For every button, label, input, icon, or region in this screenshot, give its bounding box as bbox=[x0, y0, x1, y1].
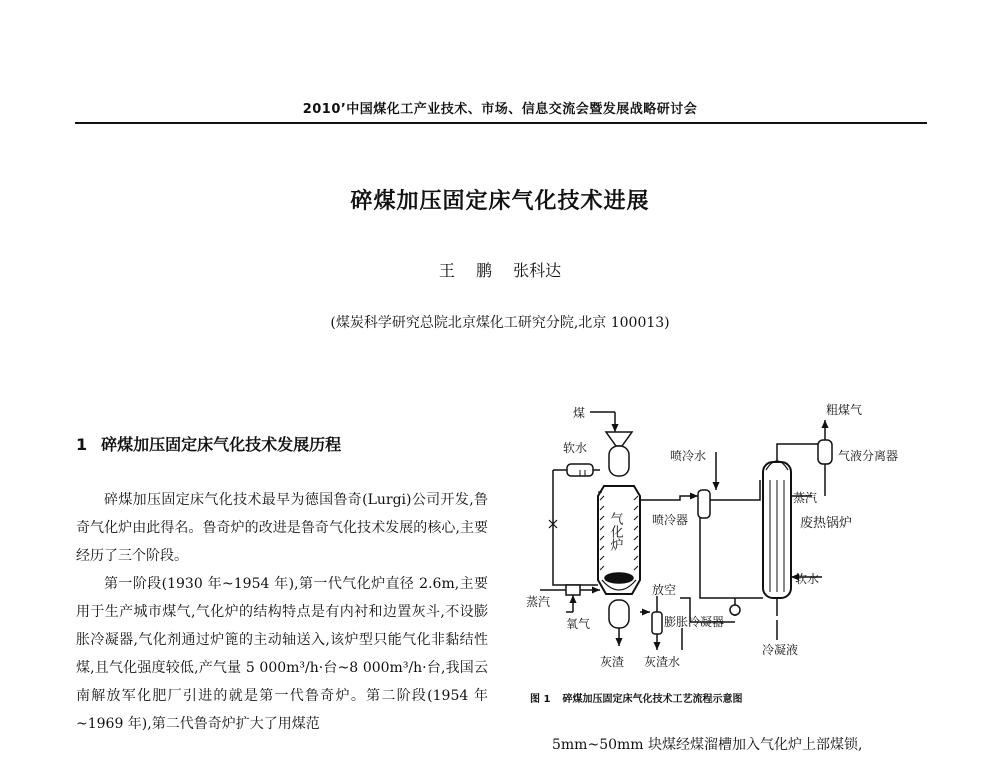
label-gasifier: 气化炉 bbox=[607, 512, 623, 551]
label-crude-gas: 粗煤气 bbox=[826, 403, 863, 417]
ash-lock bbox=[609, 600, 629, 628]
section-number: 1 bbox=[76, 435, 88, 454]
label-steam-right: 蒸汽 bbox=[793, 491, 818, 505]
label-soft-water-right: 软水 bbox=[795, 572, 820, 586]
label-waste-heat-boiler: 废热锅炉 bbox=[800, 516, 853, 531]
coal-lock bbox=[609, 446, 629, 476]
label-expansion-condenser: 膨胀冷凝器 bbox=[664, 615, 725, 629]
label-ash: 灰渣 bbox=[600, 655, 625, 669]
paragraph: 第一阶段(1930 年~1954 年),第一代气化炉直径 2.6m,主要用于生产城市煤气,气化炉的结构特点是有内衬和边置灰斗,不设膨胀冷凝器,气化剂通过炉篦的主动轴送入,该炉型只能气化非黏结性煤,且气化强度较低,产气量 5 000m³/h·台~8 000m³/h·台,我国云南解放军化肥厂引进的就是第一代鲁奇炉。第二阶段(1954 年~1969 年),第二代鲁奇炉扩大了用煤范 bbox=[76, 576, 488, 732]
process-flow-diagram bbox=[508, 396, 938, 686]
gasifier-grate bbox=[605, 573, 633, 583]
figure-caption-text: 碎煤加压固定床气化技术工艺流程示意图 bbox=[562, 694, 743, 705]
label-soft-water-top: 软水 bbox=[563, 441, 588, 455]
label-steam-left: 蒸汽 bbox=[526, 595, 551, 609]
coal-hopper bbox=[606, 432, 632, 446]
mixer bbox=[566, 585, 580, 595]
right-column-text: 5mm~50mm 块煤经煤溜槽加入气化炉上部煤锁, bbox=[552, 737, 863, 753]
gas-liquid-separator bbox=[818, 440, 832, 464]
condensate-pump bbox=[730, 605, 740, 615]
section-body bbox=[76, 486, 488, 738]
label-oxygen: 氧气 bbox=[566, 617, 591, 631]
expansion-condenser bbox=[652, 612, 662, 634]
label-condensate: 冷凝液 bbox=[762, 643, 799, 657]
label-ash-water: 灰渣水 bbox=[644, 655, 681, 669]
figure-caption bbox=[530, 690, 930, 705]
header-rule bbox=[75, 122, 927, 124]
spray-cooler bbox=[698, 490, 710, 518]
label-vent: 放空 bbox=[652, 583, 677, 597]
condensate-line bbox=[700, 518, 763, 598]
crude-gas-line bbox=[777, 444, 818, 462]
section-heading bbox=[76, 432, 341, 455]
label-spray-cooler: 喷冷器 bbox=[652, 513, 689, 527]
gas-outlet-line bbox=[640, 496, 698, 500]
article-affiliation: (煤炭科学研究总院北京煤化工研究分院,北京 100013) bbox=[330, 315, 670, 331]
label-spray-cooling-water: 喷冷水 bbox=[670, 449, 707, 463]
paragraph: 碎煤加压固定床气化技术最早为德国鲁奇(Lurgi)公司开发,鲁奇气化炉由此得名。鲁奇炉的改进是鲁奇气化技术发展的核心,主要经历了三个阶段。 bbox=[76, 492, 488, 564]
figure-number: 图 1 bbox=[530, 694, 551, 705]
running-header: 2010’中国煤化工产业技术、市场、信息交流会暨发展战略研讨会 bbox=[302, 102, 698, 117]
article-authors: 王 鹏 张科达 bbox=[438, 261, 562, 280]
section-title: 碎煤加压固定床气化技术发展历程 bbox=[101, 435, 342, 454]
article-title: 碎煤加压固定床气化技术进展 bbox=[350, 189, 650, 214]
label-gas-liquid-separator: 气液分离器 bbox=[838, 449, 899, 463]
label-coal: 煤 bbox=[573, 406, 586, 420]
